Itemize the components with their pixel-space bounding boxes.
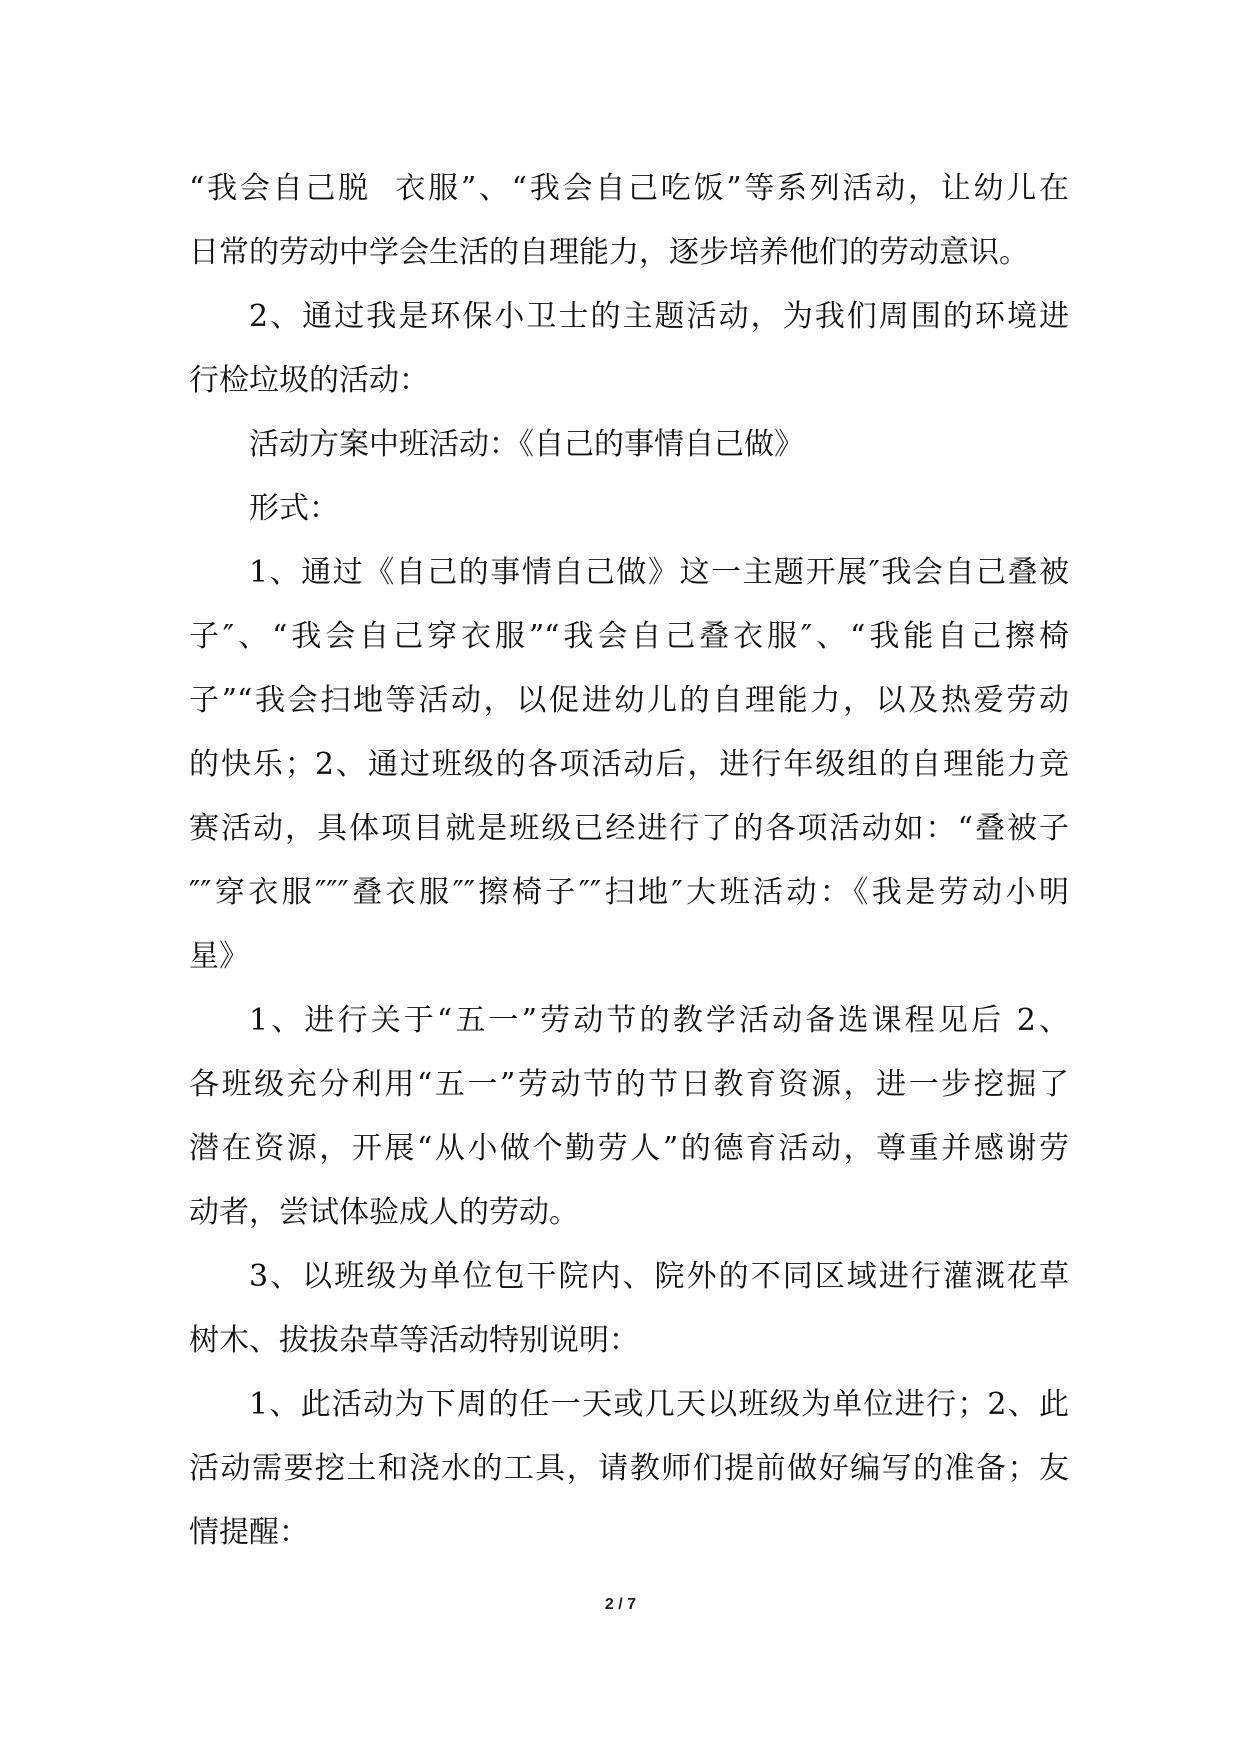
text-line: 动者，尝试体验成人的劳动。 [189,1195,579,1230]
paragraph-start-line: 2、通过我是环保小卫士的主题活动，为我们周围的环境进 [249,299,1069,334]
paragraph-start-line: 3、以班级为单位包干院内、院外的不同区域进行灌溉花草 [249,1259,1069,1294]
text-line: “我会自己脱 衣服”、“我会自己吃饭”等系列活动，让幼儿在 [189,171,1069,206]
text-line: 星》 [189,939,249,974]
text-line: ″″穿衣服″″″叠衣服″″擦椅子″″扫地″大班活动：《我是劳动小明 [189,875,1069,910]
page-number: 2 / 7 [604,1596,637,1613]
text-line: 赛活动，具体项目就是班级已经进行了的各项活动如：“叠被子 [189,811,1069,846]
paragraph-start-line: 1、进行关于“五一”劳动节的教学活动备选课程见后 2、 [249,1003,1069,1038]
section-heading: 活动方案中班活动：《自己的事情自己做》 [249,427,804,462]
text-line: 日常的劳动中学会生活的自理能力，逐步培养他们的劳动意识。 [189,235,1029,270]
text-line: 活动需要挖土和浇水的工具，请教师们提前做好编写的准备；友 [189,1451,1069,1486]
text-line: 子”“我会扫地等活动，以促进幼儿的自理能力，以及热爱劳动 [189,683,1069,718]
paragraph-start-line: 1、此活动为下周的任一天或几天以班级为单位进行；2、此 [249,1387,1069,1422]
section-label: 形式： [249,491,339,526]
text-line: 树木、拔拔杂草等活动特别说明： [189,1323,639,1358]
text-line: 潜在资源，开展“从小做个勤劳人”的德育活动，尊重并感谢劳 [189,1131,1069,1166]
text-line: 的快乐；2、通过班级的各项活动后，进行年级组的自理能力竞 [189,747,1069,782]
text-line: 行检垃圾的活动： [189,363,429,398]
text-line: 情提醒： [189,1515,309,1550]
text-line: 各班级充分利用“五一”劳动节的节日教育资源，进一步挖掘了 [189,1067,1069,1102]
text-line: 子″、“我会自己穿衣服”“我会自己叠衣服″、“我能自己擦椅 [189,619,1069,654]
paragraph-start-line: 1、通过《自己的事情自己做》这一主题开展″我会自己叠被 [249,555,1069,590]
document-body [189,157,1069,1565]
